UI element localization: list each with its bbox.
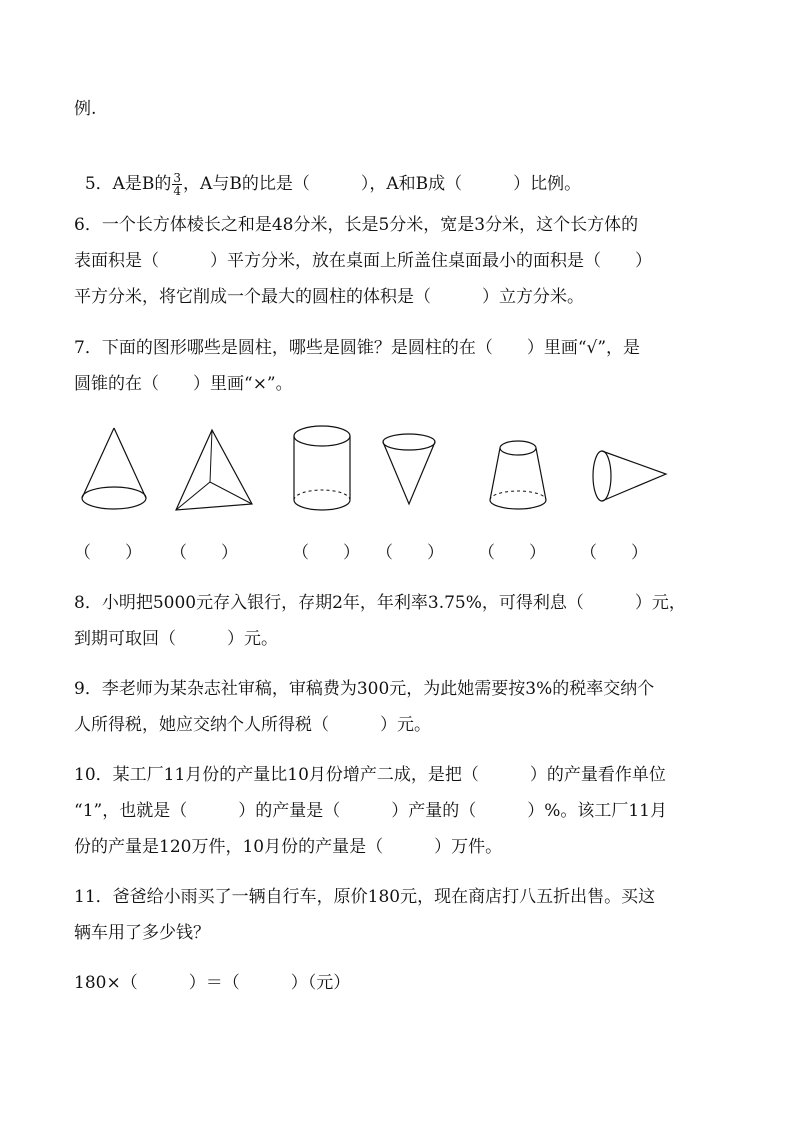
pyramid-figure	[170, 420, 260, 515]
question-8-line-2: 到期可取回（ ）元。	[74, 629, 278, 649]
text-line: 例.	[74, 99, 97, 119]
question-10-line-3: 份的产量是120万件，10月份的产量是（ ）万件。	[74, 837, 503, 857]
question-6-line-3: 平方分米，将它削成一个最大的圆柱的体积是（ ）立方分米。	[74, 287, 584, 307]
question-5-part-b: ，A与B的比是（ ），A和B成（ ）比例。	[183, 174, 582, 194]
answer-paren[interactable]: （ ）	[478, 543, 546, 563]
inverted-cone-figure	[376, 420, 446, 515]
solid-figures	[70, 420, 690, 530]
fraction-numerator: 3	[173, 171, 182, 185]
question-10-line-2: “1”，也就是（ ）的产量是（ ）产量的（ ）%。该工厂11月	[74, 801, 667, 821]
fraction-denominator: 4	[173, 184, 182, 198]
answer-paren[interactable]: （ ）	[292, 543, 360, 563]
cone-figure	[78, 420, 148, 515]
question-7-line-1: 7．下面的图形哪些是圆柱，哪些是圆锥？是圆柱的在（ ）里画“√”，是	[74, 338, 641, 358]
cylinder-figure	[288, 420, 358, 515]
question-9-line-2: 人所得税，她应交纳个人所得税（ ）元。	[74, 715, 431, 735]
question-6-line-2: 表面积是（ ）平方分米，放在桌面上所盖住桌面最小的面积是（ ）	[74, 251, 652, 271]
question-5-part-a: 5．A是B的	[84, 174, 172, 194]
question-10-line-1: 10．某工厂11月份的产量比10月份增产二成，是把（ ）的产量看作单位	[74, 765, 666, 785]
answer-paren[interactable]: （ ）	[74, 543, 142, 563]
question-11-line-1: 11．爸爸给小雨买了一辆自行车，原价180元，现在商店打八五折出售。买这	[74, 887, 656, 907]
question-6-line-1: 6．一个长方体棱长之和是48分米，长是5分米，宽是3分米，这个长方体的	[74, 215, 639, 235]
frustum-figure	[484, 420, 554, 515]
question-8-line-1: 8．小明把5000元存入银行，存期2年，年利率3.75%，可得利息（ ）元，	[74, 593, 686, 613]
question-11-line-2: 辆车用了多少钱？	[74, 923, 210, 943]
question-5	[74, 150, 581, 197]
question-9-line-1: 9．李老师为某杂志社审稿，审稿费为300元，为此她需要按3%的税率交纳个	[74, 679, 655, 699]
question-11-line-3: 180×（ ）＝（ ）（元）	[74, 973, 351, 993]
question-7-line-2: 圆锥的在（ ）里画“×”。	[74, 374, 293, 394]
sideways-cone-figure	[586, 420, 671, 515]
answer-paren[interactable]: （ ）	[376, 543, 444, 563]
answer-paren[interactable]: （ ）	[170, 543, 238, 563]
answer-paren[interactable]: （ ）	[580, 543, 648, 563]
fraction	[172, 172, 182, 197]
